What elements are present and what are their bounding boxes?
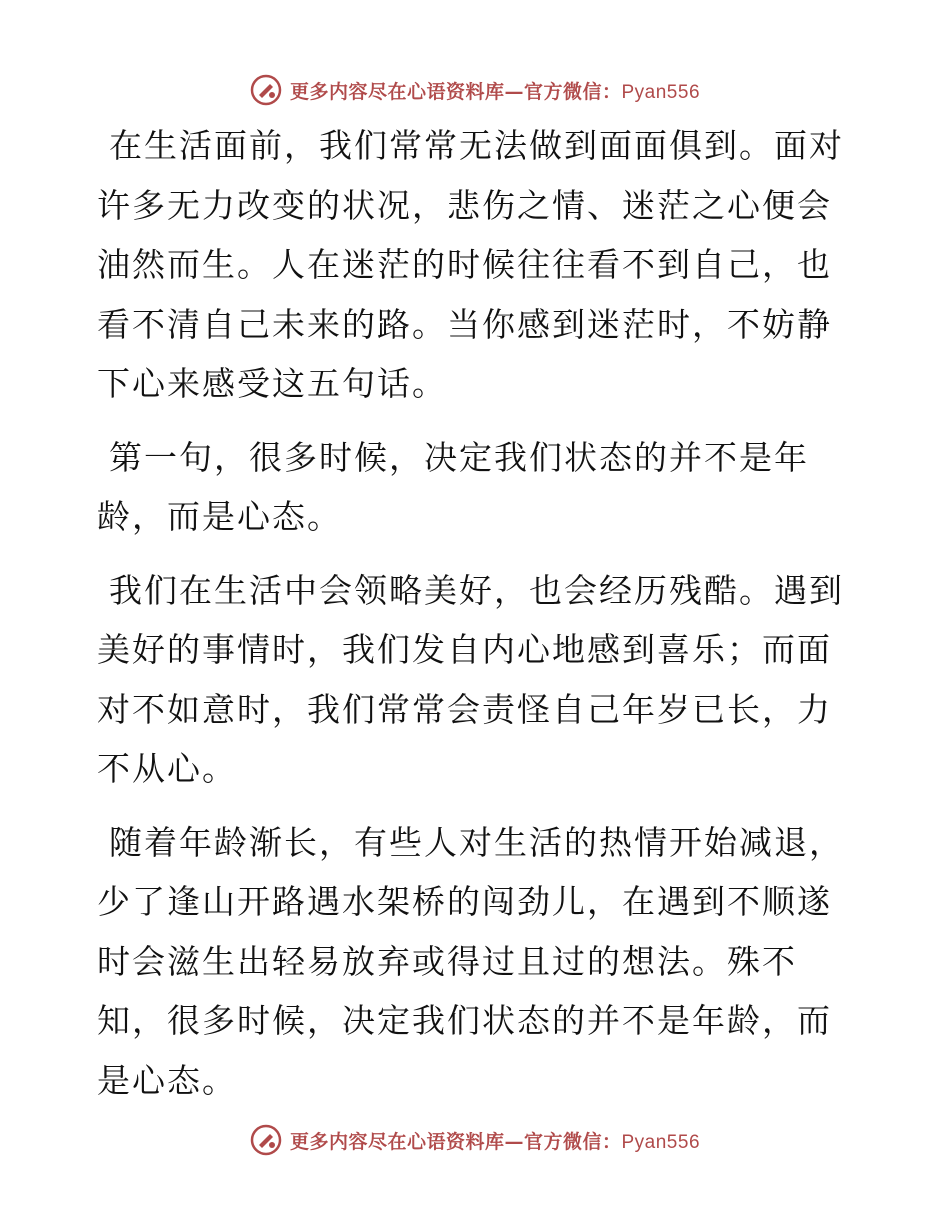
paragraph-experience: 我们在生活中会领略美好，也会经历残酷。遇到美好的事情时，我们发自内心地感到喜乐；而面对不如意时，我们常常会责怪自己年岁已长，力不从心。 [97, 570, 844, 788]
watermark-text: 更多内容尽在心语资料库—官方微信： [289, 1130, 622, 1153]
document-body [97, 116, 857, 1124]
paragraph-first-sentence: 第一句，很多时候，决定我们状态的并不是年龄，而是心态。 [97, 437, 809, 536]
seal-logo-icon [250, 74, 282, 106]
watermark-wechat-id: Pyan556 [621, 81, 701, 103]
header-watermark [0, 70, 950, 110]
seal-logo-icon [250, 1124, 282, 1156]
watermark-wechat-id: Pyan556 [621, 1131, 701, 1153]
paragraph-age: 随着年龄渐长，有些人对生活的热情开始减退，少了逢山开路遇水架桥的闯劲儿，在遇到不顺遂时会滋生出轻易放弃或得过且过的想法。殊不知，很多时候，决定我们状态的并不是年龄，而是心态。 [97, 822, 844, 1100]
footer-watermark [0, 1120, 950, 1160]
watermark-text: 更多内容尽在心语资料库—官方微信： [289, 80, 622, 103]
paragraph-intro: 在生活面前，我们常常无法做到面面俱到。面对许多无力改变的状况，悲伤之情、迷茫之心便会油然而生。人在迷茫的时候往往看不到自己，也看不清自己未来的路。当你感到迷茫时，不妨静下心来感受这五句话。 [97, 126, 844, 403]
